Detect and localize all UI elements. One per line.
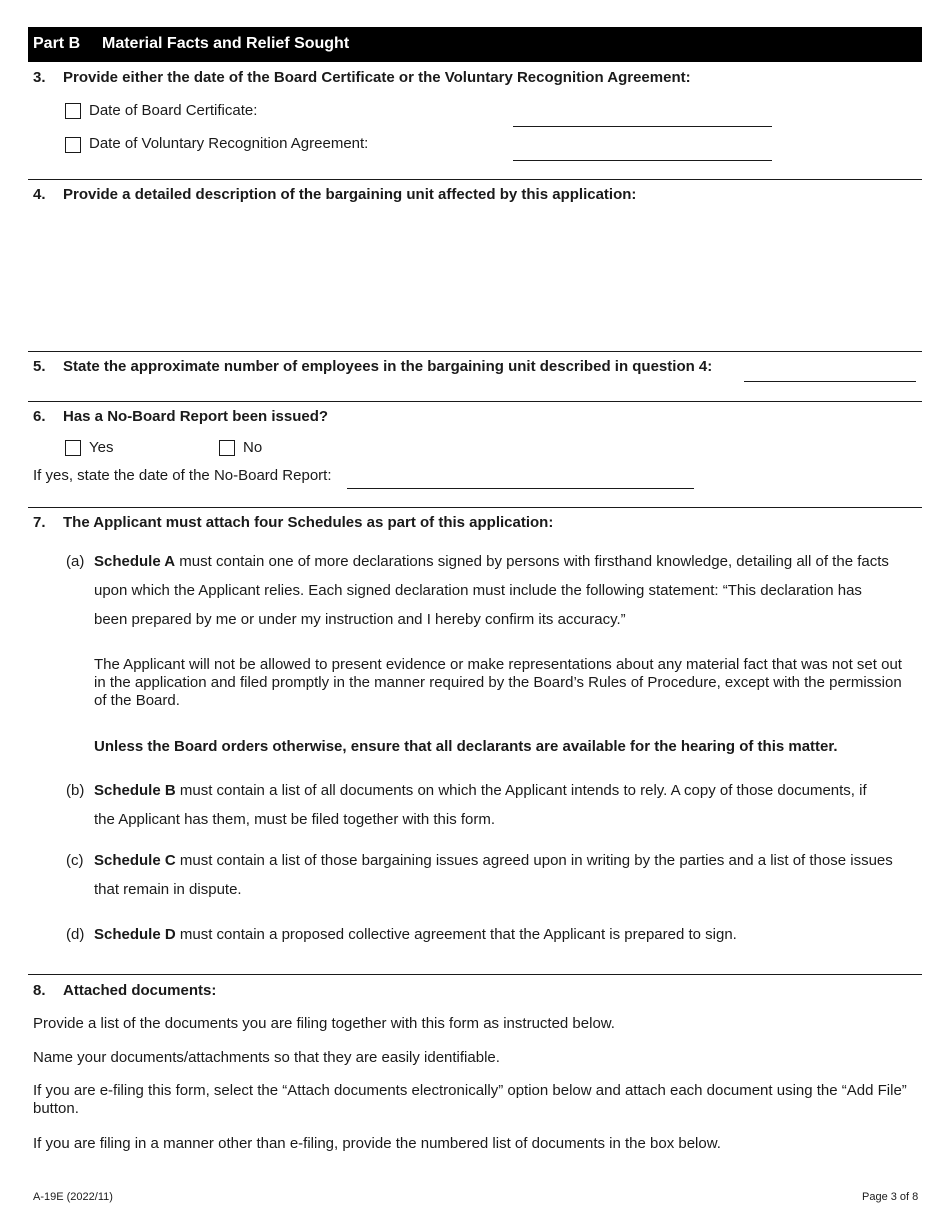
schedule-b-title: Schedule B	[94, 782, 176, 799]
schedule-d-marker: (d)	[66, 926, 85, 943]
schedule-a-line-2: upon which the Applicant relies. Each signed declaration must include the following statement: “This declaration has	[94, 582, 862, 599]
divider	[28, 179, 922, 180]
question-8	[33, 982, 633, 1002]
bargaining-unit-description-field[interactable]	[33, 210, 918, 345]
schedule-d-text	[94, 920, 934, 949]
board-certificate-label: Date of Board Certificate:	[89, 102, 258, 119]
no-board-yes-label: Yes	[89, 439, 114, 456]
voluntary-recognition-label: Date of Voluntary Recognition Agreement:	[89, 135, 369, 152]
question-3	[33, 69, 913, 89]
question-7	[33, 514, 913, 534]
question-3-number: 3.	[33, 69, 46, 86]
divider	[28, 507, 922, 508]
employee-count-field[interactable]	[744, 381, 916, 382]
part-title: Material Facts and Relief Sought	[102, 35, 350, 52]
question-4-text: Provide a detailed description of the bargaining unit affected by this application:	[63, 186, 637, 203]
schedule-b-line-1: must contain a list of all documents on which the Applicant intends to rely. A copy of those documents, if	[175, 782, 867, 799]
schedule-d-title: Schedule D	[94, 926, 176, 943]
schedule-b-text	[94, 776, 934, 834]
divider	[28, 401, 922, 402]
voluntary-recognition-date-field[interactable]	[513, 160, 772, 161]
board-certificate-checkbox[interactable]	[65, 103, 81, 119]
schedule-b-marker: (b)	[66, 782, 85, 799]
question-8-number: 8.	[33, 982, 46, 999]
question-3-text: Provide either the date of the Board Certificate or the Voluntary Recognition Agreement:	[63, 69, 691, 86]
voluntary-recognition-checkbox[interactable]	[65, 137, 81, 153]
question-7-number: 7.	[33, 514, 46, 531]
attach-instruction-4: If you are filing in a manner other than e-filing, provide the numbered list of documents in the box below.	[33, 1135, 721, 1152]
board-certificate-date-field[interactable]	[513, 126, 772, 127]
attach-instruction-1: Provide a list of the documents you are filing together with this form as instructed below.	[33, 1015, 615, 1032]
no-board-yes-checkbox[interactable]	[65, 440, 81, 456]
attach-instruction-2: Name your documents/attachments so that they are easily identifiable.	[33, 1049, 500, 1066]
no-board-no-label: No	[243, 439, 263, 456]
question-6-number: 6.	[33, 408, 46, 425]
no-board-no-checkbox[interactable]	[219, 440, 235, 456]
schedule-a-line-1: must contain one of more declarations signed by persons with firsthand knowledge, detailing all of the facts	[175, 553, 889, 570]
question-4-number: 4.	[33, 186, 46, 203]
divider	[28, 974, 922, 975]
schedule-c-line-1: must contain a list of those bargaining issues agreed upon in writing by the parties and a list of those issues	[175, 852, 893, 869]
question-5-number: 5.	[33, 358, 46, 375]
question-6	[33, 408, 633, 428]
schedule-a-marker: (a)	[66, 553, 85, 570]
question-8-text: Attached documents:	[63, 982, 217, 999]
attach-instruction-3: If you are e-filing this form, select the “Attach documents electronically” option below and attach each document using the “Add File” button.	[33, 1082, 907, 1117]
schedule-a-line-3: been prepared by me or under my instruction and I hereby confirm its accuracy.”	[94, 611, 626, 628]
schedule-c-text	[94, 846, 934, 904]
no-board-date-label: If yes, state the date of the No-Board Report:	[33, 467, 332, 484]
schedule-c-line-2: that remain in dispute.	[94, 881, 242, 898]
page-number: Page 3 of 8	[862, 1191, 919, 1203]
schedule-a-note: The Applicant will not be allowed to present evidence or make representations about any material fact that was not set out in the application and filed promptly in the manner required by the Board’s Rules of Procedure, except with the permission of the Board.	[94, 656, 902, 709]
question-7-text: The Applicant must attach four Schedules as part of this application:	[63, 514, 554, 531]
question-4	[33, 186, 913, 206]
part-label: Part B	[33, 35, 81, 52]
question-5	[33, 358, 743, 378]
schedule-c-marker: (c)	[66, 852, 84, 869]
question-6-text: Has a No-Board Report been issued?	[63, 408, 329, 425]
divider	[28, 351, 922, 352]
schedule-a-title: Schedule A	[94, 553, 176, 570]
form-id: A-19E (2022/11)	[33, 1191, 113, 1203]
schedule-b-line-2: the Applicant has them, must be filed together with this form.	[94, 811, 496, 828]
schedule-c-title: Schedule C	[94, 852, 176, 869]
schedule-a-bold-note: Unless the Board orders otherwise, ensure that all declarants are available for the hearing of this matter.	[94, 738, 838, 755]
no-board-date-field[interactable]	[347, 488, 694, 489]
question-5-text: State the approximate number of employees in the bargaining unit described in question 4:	[63, 358, 713, 375]
schedule-d-line-1: must contain a proposed collective agreement that the Applicant is prepared to sign.	[175, 926, 737, 943]
schedule-a-text	[94, 547, 934, 634]
part-b-header	[28, 27, 922, 62]
